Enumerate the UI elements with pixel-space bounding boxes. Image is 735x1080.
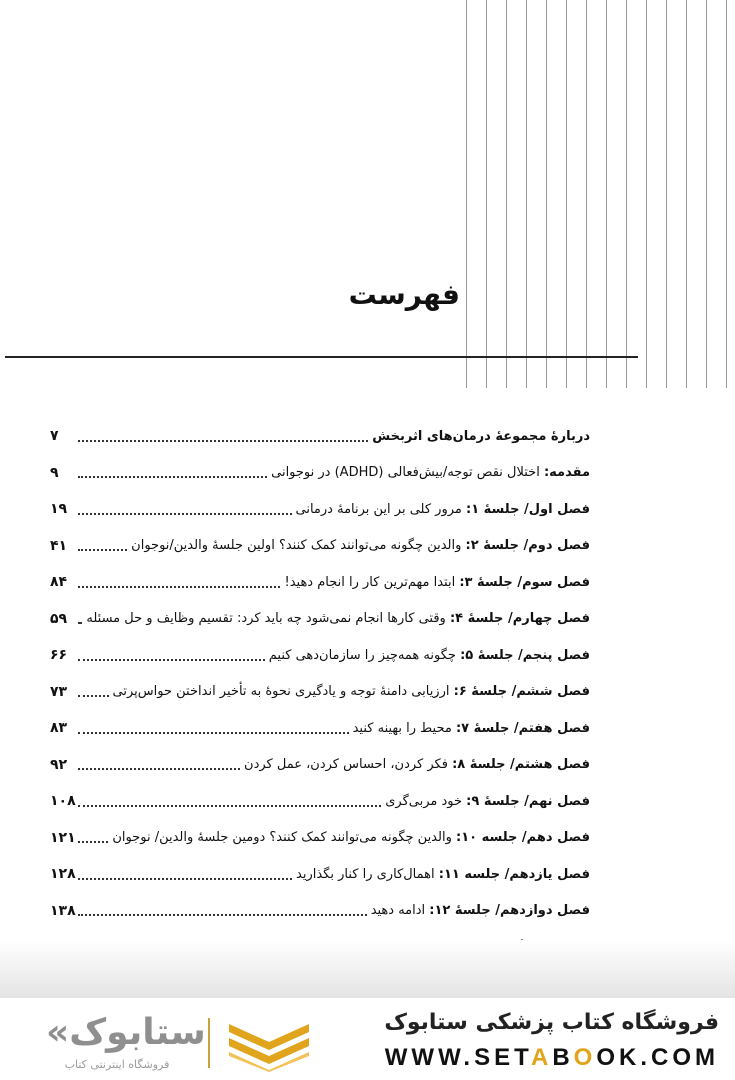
toc-entry-label: فصل سوم/ جلسهٔ ۳: bbox=[459, 574, 590, 590]
shop-name: فروشگاه کتاب پزشکی ستابوک bbox=[384, 1010, 719, 1035]
toc-entry-title bbox=[369, 903, 590, 918]
setabook-logo[interactable] bbox=[36, 1012, 286, 1072]
book-stack-icon bbox=[224, 1014, 314, 1072]
page-title: فهرست bbox=[348, 278, 460, 311]
toc-entry-label: فصل دهم/ جلسه ۱۰: bbox=[456, 830, 590, 846]
toc-entry-text: اختلال نقص توجه/بیش‌فعالی (ADHD) در نوجوانی bbox=[271, 465, 544, 481]
toc-leader-dots bbox=[78, 464, 267, 478]
toc-entry[interactable] bbox=[50, 528, 590, 565]
toc-entry[interactable] bbox=[50, 783, 590, 820]
toc-entry-text: مرور کلی بر این برنامهٔ درمانی bbox=[295, 501, 466, 517]
toc-entry-title bbox=[351, 721, 590, 736]
toc-page-number: ۴۱ bbox=[50, 537, 68, 554]
toc-entry-label: فصل هشتم/ جلسهٔ ۸: bbox=[452, 757, 590, 773]
toc-leader-dots bbox=[78, 428, 368, 442]
toc-page-number: ۵۹ bbox=[50, 610, 68, 627]
toc-entry-title bbox=[383, 794, 590, 809]
shop-url[interactable] bbox=[385, 1044, 719, 1072]
toc-leader-dots bbox=[78, 537, 127, 551]
table-of-contents bbox=[50, 418, 590, 966]
toc-entry-label: دربارهٔ مجموعهٔ درمان‌های اثربخش bbox=[372, 428, 590, 444]
toc-entry-title bbox=[269, 465, 590, 480]
toc-page-number: ۱۰۸ bbox=[50, 793, 76, 810]
toc-entry-title bbox=[267, 648, 590, 663]
toc-entry-label: فصل دوازدهم/ جلسهٔ ۱۲: bbox=[429, 903, 590, 919]
toc-entry-text: والدین چگونه می‌توانند کمک کنند؟ دومین جلسهٔ والدین/ نوجوان bbox=[112, 830, 456, 846]
toc-page-number: ۹ bbox=[50, 464, 59, 481]
toc-entry-title bbox=[294, 867, 590, 882]
toc-entry[interactable] bbox=[50, 856, 590, 893]
toc-entry-title bbox=[111, 684, 590, 699]
toc-entry[interactable] bbox=[50, 491, 590, 528]
toc-leader-dots bbox=[78, 501, 292, 515]
toc-page-number: ۱۲۱ bbox=[50, 829, 76, 846]
toc-page-number: ۱۳۸ bbox=[50, 902, 76, 919]
footer-banner bbox=[0, 998, 735, 1080]
toc-page-number: ۷۳ bbox=[50, 683, 68, 700]
toc-entry-text: ارزیابی دامنهٔ توجه و یادگیری نحوهٔ به تأخیر انداختن حواس‌پرتی bbox=[112, 684, 454, 700]
toc-leader-dots bbox=[78, 574, 280, 588]
toc-page-number: ۷ bbox=[50, 428, 59, 445]
toc-entry-text: وقتی کارها انجام نمی‌شود چه باید کرد: تقسیم وظایف و حل مسئله bbox=[86, 611, 450, 627]
toc-entry-text: والدین چگونه می‌توانند کمک کنند؟ اولین جلسهٔ والدین/نوجوان bbox=[131, 538, 466, 554]
url-part-1: WWW.SET bbox=[384, 1044, 531, 1071]
toc-leader-dots bbox=[78, 720, 349, 734]
logo-divider bbox=[208, 1018, 210, 1068]
toc-entry-title bbox=[294, 502, 590, 517]
toc-page-number: ۹۲ bbox=[50, 756, 68, 773]
toc-entry[interactable] bbox=[50, 747, 590, 784]
toc-leader-dots bbox=[78, 866, 292, 880]
bottom-fade bbox=[0, 940, 735, 998]
toc-entry-text: چگونه همه‌چیز را سازمان‌دهی کنیم bbox=[268, 647, 461, 663]
toc-entry-title bbox=[242, 757, 590, 772]
toc-entry[interactable] bbox=[50, 455, 590, 492]
toc-entry-label: مقدمه: bbox=[543, 465, 590, 481]
logo-wordmark: «ستابوک bbox=[46, 1012, 206, 1053]
toc-entry[interactable] bbox=[50, 710, 590, 747]
toc-leader-dots bbox=[78, 647, 265, 661]
toc-entry-text: ادامه دهید bbox=[370, 903, 430, 919]
toc-entry[interactable] bbox=[50, 601, 590, 638]
toc-page-number: ۸۴ bbox=[50, 574, 68, 591]
toc-entry[interactable] bbox=[50, 564, 590, 601]
logo-subtitle: فروشگاه اینترنتی کتاب bbox=[64, 1058, 170, 1071]
toc-entry-label: فصل دوم/ جلسهٔ ۲: bbox=[465, 538, 590, 554]
toc-entry-label: فصل اول/ جلسهٔ ۱: bbox=[466, 501, 590, 517]
toc-entry-title bbox=[129, 538, 590, 553]
toc-leader-dots bbox=[78, 902, 367, 916]
toc-entry[interactable] bbox=[50, 674, 590, 711]
toc-page-number: ۸۳ bbox=[50, 720, 68, 737]
toc-entry-text: اهمال‌کاری را کنار بگذارید bbox=[296, 866, 439, 882]
toc-entry-text: فکر کردن، احساس کردن، عمل کردن bbox=[244, 757, 453, 773]
toc-entry[interactable] bbox=[50, 820, 590, 857]
url-accent-2: O bbox=[573, 1044, 597, 1071]
toc-page-number: ۶۶ bbox=[50, 647, 68, 664]
toc-entry-title bbox=[84, 611, 590, 626]
toc-page-number: ۱۹ bbox=[50, 501, 68, 518]
toc-entry-label: فصل ششم/ جلسهٔ ۶: bbox=[453, 684, 590, 700]
toc-entry-label: فصل یازدهم/ جلسه ۱۱: bbox=[438, 866, 590, 882]
toc-page-number: ۱۲۸ bbox=[50, 866, 76, 883]
toc-entry-label: فصل چهارم/ جلسهٔ ۴: bbox=[449, 611, 590, 627]
toc-entry-text: خود مربی‌گری bbox=[385, 793, 467, 809]
url-part-2: B bbox=[552, 1044, 574, 1071]
toc-entry-title bbox=[282, 575, 590, 590]
toc-leader-dots bbox=[78, 683, 109, 697]
decorative-vertical-lines bbox=[466, 0, 735, 388]
toc-entry-label: فصل پنجم/ جلسهٔ ۵: bbox=[460, 647, 590, 663]
toc-leader-dots bbox=[78, 610, 82, 624]
toc-entry[interactable] bbox=[50, 418, 590, 455]
toc-entry[interactable] bbox=[50, 637, 590, 674]
toc-entry-title bbox=[110, 830, 590, 845]
toc-entry[interactable] bbox=[50, 893, 590, 930]
url-accent-1: A bbox=[530, 1044, 553, 1071]
toc-entry-text: ابتدا مهم‌ترین کار را انجام دهید! bbox=[284, 574, 460, 590]
toc-entry-label: فصل نهم/ جلسهٔ ۹: bbox=[466, 793, 590, 809]
toc-leader-dots bbox=[78, 829, 108, 843]
toc-entry-label: فصل هفتم/ جلسهٔ ۷: bbox=[455, 720, 590, 736]
toc-leader-dots bbox=[78, 756, 240, 770]
toc-entry-text: محیط را بهینه کنید bbox=[352, 720, 456, 736]
url-part-3: OK.COM bbox=[596, 1044, 719, 1071]
toc-entry-title bbox=[370, 429, 590, 444]
title-divider bbox=[5, 356, 638, 358]
toc-leader-dots bbox=[78, 793, 381, 807]
